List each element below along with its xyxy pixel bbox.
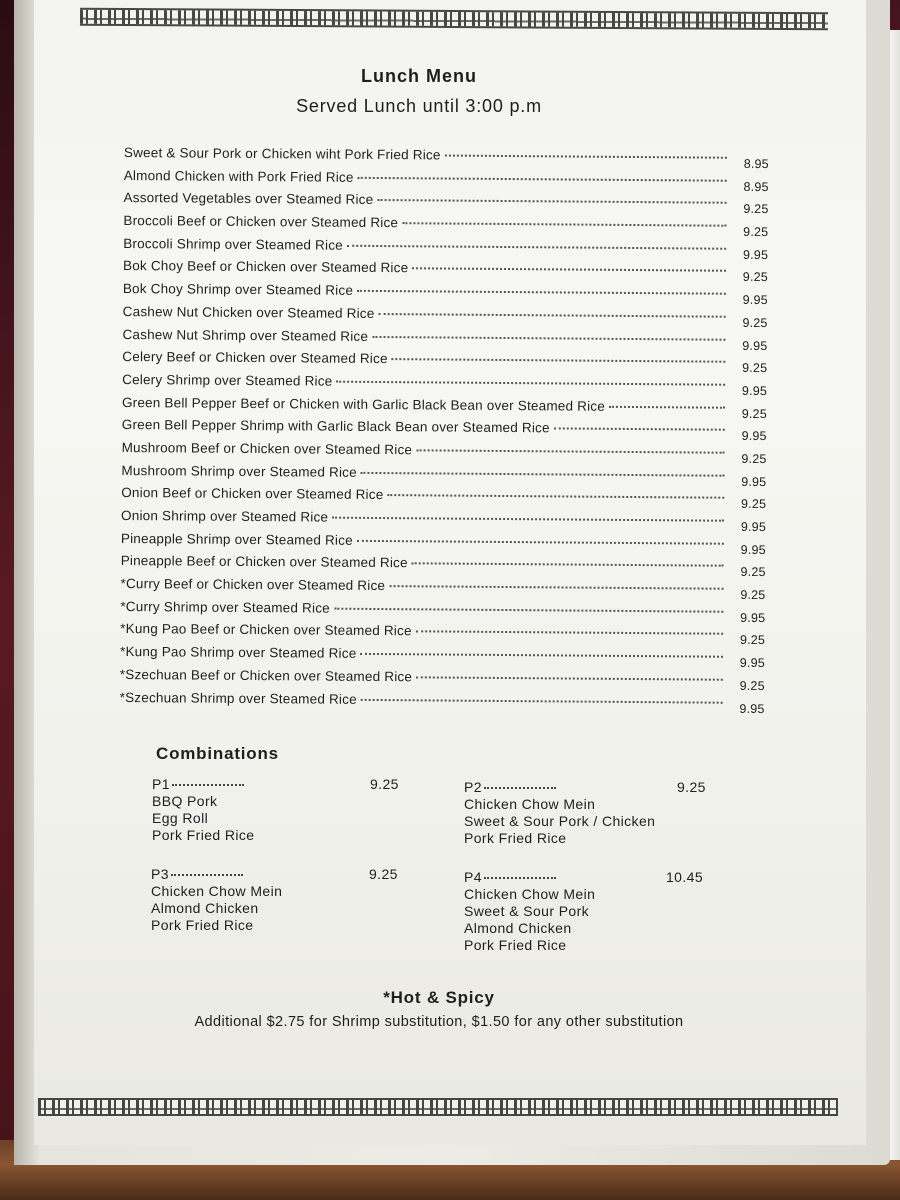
combo-price: 9.25: [677, 779, 706, 795]
item-name: *Szechuan Shrimp over Steamed Rice: [119, 689, 357, 707]
item-price: 9.25: [741, 451, 767, 466]
hot-and-spicy-label: *Hot & Spicy: [383, 988, 495, 1007]
combo-line: Almond Chicken: [464, 920, 572, 936]
item-price: 9.95: [740, 519, 767, 535]
decorative-border-bottom: [38, 1098, 838, 1116]
menu-title: Lunch Menu: [361, 66, 477, 86]
item-name: Mushroom Beef or Chicken over Steamed Rice: [121, 439, 413, 458]
item-name: Almond Chicken with Pork Fried Rice: [123, 167, 354, 185]
item-name: Pineapple Shrimp over Steamed Rice: [120, 530, 353, 548]
substitution-note: Additional $2.75 for Shrimp substitution, $1.50 for any other substitution: [194, 1014, 684, 1030]
item-price: 9.25: [740, 587, 766, 603]
menu-subtitle: Served Lunch until 3:00 p.m: [296, 96, 542, 116]
combo-line: Egg Roll: [152, 810, 209, 826]
item-price: 9.95: [742, 338, 768, 353]
combo-line: Chicken Chow Mein: [464, 886, 596, 902]
combination-p1: [152, 776, 402, 844]
item-name: Assorted Vegetables over Steamed Rice: [123, 190, 374, 208]
item-price: 9.95: [741, 474, 767, 489]
dot-leader: [412, 563, 724, 567]
item-price: 9.95: [740, 610, 766, 625]
item-price: 9.95: [741, 383, 768, 398]
dot-leader: [402, 222, 726, 227]
item-name: Bok Choy Shrimp over Steamed Rice: [122, 281, 354, 298]
decorative-border-top: [80, 8, 828, 31]
dot-leader: [172, 784, 244, 786]
item-price: 9.25: [743, 224, 769, 240]
dot-leader: [332, 517, 724, 522]
dot-leader: [378, 313, 725, 318]
item-price: 9.25: [740, 565, 766, 580]
item-price: 9.95: [739, 655, 766, 671]
item-price: 8.95: [743, 156, 769, 172]
dot-leader: [554, 428, 725, 431]
combo-price: 9.25: [370, 776, 399, 792]
item-name: Celery Shrimp over Steamed Rice: [122, 371, 333, 389]
item-price: 9.25: [741, 497, 767, 512]
item-price: 9.95: [740, 542, 766, 557]
dot-leader: [334, 607, 723, 612]
item-name: *Curry Shrimp over Steamed Rice: [120, 598, 330, 616]
combo-line: Pork Fried Rice: [152, 827, 255, 843]
combo-line: Chicken Chow Mein: [464, 796, 596, 812]
dot-leader: [416, 449, 724, 453]
item-name: Bok Choy Beef or Chicken over Steamed Rice: [122, 258, 409, 276]
item-price: 9.25: [739, 678, 765, 693]
item-name: Green Bell Pepper Shrimp with Garlic Black Bean over Steamed Rice: [121, 417, 550, 436]
dot-leader: [361, 698, 723, 703]
menu-item-list: [120, 145, 769, 717]
item-name: *Curry Beef or Chicken over Steamed Rice: [120, 576, 386, 594]
combination-p2: [464, 779, 724, 847]
dot-leader: [358, 177, 727, 182]
item-name: Broccoli Beef or Chicken over Steamed Rice: [123, 213, 399, 231]
dot-leader: [357, 540, 724, 545]
combo-price: 9.25: [369, 866, 398, 882]
combo-line: Pork Fried Rice: [464, 937, 567, 953]
item-price: 9.95: [741, 429, 767, 444]
item-price: 9.95: [742, 247, 769, 262]
combo-code: P3: [151, 866, 169, 882]
combo-line: Almond Chicken: [151, 900, 259, 916]
item-name: Broccoli Shrimp over Steamed Rice: [123, 235, 343, 253]
item-price: 9.25: [742, 315, 768, 330]
menu-page: [34, 0, 866, 1145]
item-name: *Szechuan Beef or Chicken over Steamed Rice: [119, 666, 413, 685]
dot-leader: [377, 199, 726, 204]
dot-leader: [416, 631, 723, 635]
dot-leader: [347, 245, 726, 250]
item-price: 9.25: [742, 270, 769, 285]
combo-code: P2: [464, 779, 482, 795]
item-name: *Kung Pao Shrimp over Steamed Rice: [119, 644, 357, 661]
combination-p3: [151, 866, 401, 934]
item-price: 9.95: [739, 701, 765, 716]
combo-line: Pork Fried Rice: [464, 830, 567, 846]
combo-price: 10.45: [666, 869, 704, 885]
combo-line: Chicken Chow Mein: [151, 883, 283, 899]
dot-leader: [387, 494, 724, 499]
item-price: 9.95: [742, 292, 768, 308]
item-name: Mushroom Shrimp over Steamed Rice: [121, 462, 357, 480]
dot-leader: [171, 874, 243, 876]
combinations-heading: Combinations: [156, 744, 279, 763]
item-name: Pineapple Beef or Chicken over Steamed Rice: [120, 553, 408, 571]
item-name: *Kung Pao Beef or Chicken over Steamed Rice: [120, 621, 412, 639]
item-name: Celery Beef or Chicken over Steamed Rice: [122, 349, 388, 367]
combo-code: P1: [152, 776, 170, 792]
item-name: Cashew Nut Chicken over Steamed Rice: [122, 303, 375, 321]
dot-leader: [609, 405, 725, 408]
dot-leader: [412, 268, 726, 272]
item-name: Sweet & Sour Pork or Chicken wiht Pork Fried Rice: [123, 145, 441, 163]
combo-code: P4: [464, 869, 482, 885]
dot-leader: [336, 381, 725, 386]
dot-leader: [484, 787, 556, 789]
dot-leader: [360, 653, 723, 658]
combo-line: Sweet & Sour Pork: [464, 903, 590, 919]
item-price: 8.95: [743, 179, 769, 194]
dot-leader: [416, 676, 723, 680]
item-price: 9.25: [741, 406, 767, 421]
combination-p4: [464, 869, 724, 954]
dot-leader: [392, 358, 726, 363]
combo-line: Sweet & Sour Pork / Chicken: [464, 813, 656, 829]
dot-leader: [389, 585, 723, 590]
item-name: Onion Beef or Chicken over Steamed Rice: [121, 485, 384, 503]
item-name: Onion Shrimp over Steamed Rice: [121, 507, 329, 525]
item-price: 9.25: [742, 361, 768, 376]
item-name: Green Bell Pepper Beef or Chicken with Garlic Black Bean over Steamed Rice: [121, 394, 606, 414]
dot-leader: [361, 471, 725, 476]
item-price: 9.25: [739, 633, 766, 648]
dot-leader: [357, 290, 726, 295]
menu-item: [120, 689, 765, 717]
dot-leader: [372, 335, 725, 340]
combo-line: BBQ Pork: [152, 793, 218, 809]
combo-line: Pork Fried Rice: [151, 917, 254, 933]
dot-leader: [484, 877, 556, 879]
dot-leader: [445, 155, 727, 159]
item-price: 9.25: [743, 202, 769, 217]
item-name: Cashew Nut Shrimp over Steamed Rice: [122, 326, 369, 344]
